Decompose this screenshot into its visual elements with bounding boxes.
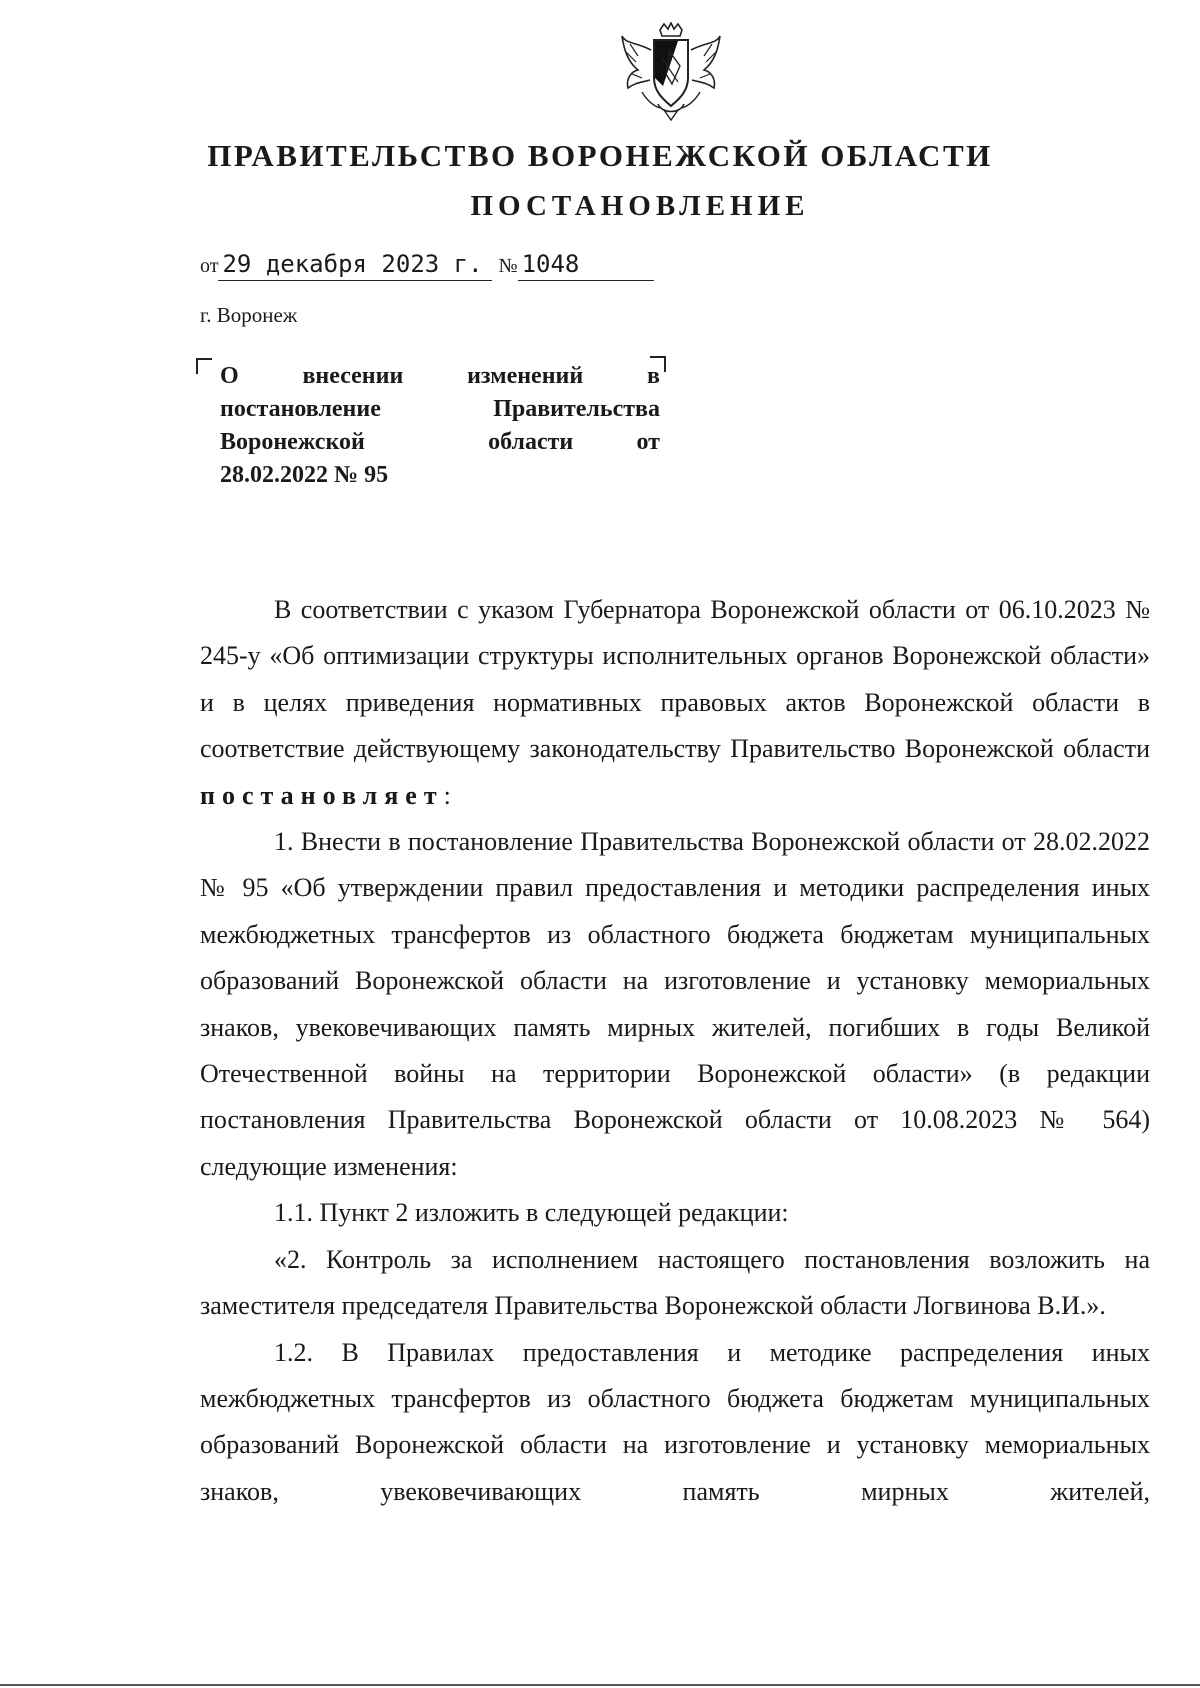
subject-word: изменений xyxy=(467,363,584,389)
subject-line xyxy=(220,360,660,393)
subject-word: постановление xyxy=(220,396,381,422)
paragraph-item-1-2: 1.2. В Правилах предоставления и методике распределения иных межбюджетных трансфертов из областного бюджета бюджетам муниципальных образований Воронежской области на изготовление и установку мемориальных знаков, увековечивающих память мирных жителей, xyxy=(200,1337,1150,1506)
paragraph-item-1-1: 1.1. Пункт 2 изложить в следующей редакции: xyxy=(274,1198,789,1228)
date-prefix: от xyxy=(200,255,219,277)
subject-word: Воронежской xyxy=(220,429,365,455)
document-type-title: ПОСТАНОВЛЕНИЕ xyxy=(470,190,810,222)
document-city: г. Воронеж xyxy=(200,303,298,327)
subject-word: Правительства xyxy=(493,396,660,422)
document-subject xyxy=(220,360,660,492)
subject-word: области xyxy=(488,429,574,455)
paragraph-preamble xyxy=(200,587,1150,819)
decree-word: постановляет xyxy=(200,780,444,810)
number-prefix: № xyxy=(498,255,518,277)
date-number-line xyxy=(200,250,654,281)
document-number: 1048 xyxy=(518,250,654,281)
coat-of-arms-emblem xyxy=(618,22,724,122)
subject-word: от xyxy=(636,429,660,455)
document-body xyxy=(200,587,1150,1515)
subject-line xyxy=(220,426,660,459)
organization-title: ПРАВИТЕЛЬСТВО ВОРОНЕЖСКОЙ ОБЛАСТИ xyxy=(207,138,993,173)
subject-word: О xyxy=(220,363,239,389)
subject-corner-left xyxy=(196,358,212,374)
page-bottom-edge xyxy=(0,1684,1200,1686)
subject-line: 28.02.2022 № 95 xyxy=(220,462,389,488)
preamble-end: : xyxy=(443,780,451,810)
subject-word: в xyxy=(647,363,660,389)
preamble-text: В соответствии с указом Губернатора Воронежской области от 06.10.2023 № 245-у «Об оптимизации структуры исполнительных органов Воронежской области» и в целях приведения нормативных правовых актов Воронежской области в соответствие действующему законодательству Правительство Воронежской области xyxy=(200,595,1150,764)
subject-line xyxy=(220,393,660,426)
subject-word: внесении xyxy=(302,363,404,389)
paragraph-item-2-quote: «2. Контроль за исполнением настоящего постановления возложить на заместителя председателя Правительства Воронежской области Логвинова В.И.». xyxy=(200,1244,1150,1321)
paragraph-item-1: 1. Внести в постановление Правительства Воронежской области от 28.02.2022 № 95 «Об утверждении правил предоставления и методики распределения иных межбюджетных трансфертов из областного бюджета бюджетам муниципальных образований Воронежской области на изготовление и установку мемориальных знаков, увековечивающих память мирных жителей, погибших в годы Великой Отечественной войны на территории Воронежской области» (в редакции постановления Правительства Воронежской области от 10.08.2023 № 564) следующие изменения: xyxy=(200,827,1150,1181)
document-date: 29 декабря 2023 г. xyxy=(218,250,492,281)
